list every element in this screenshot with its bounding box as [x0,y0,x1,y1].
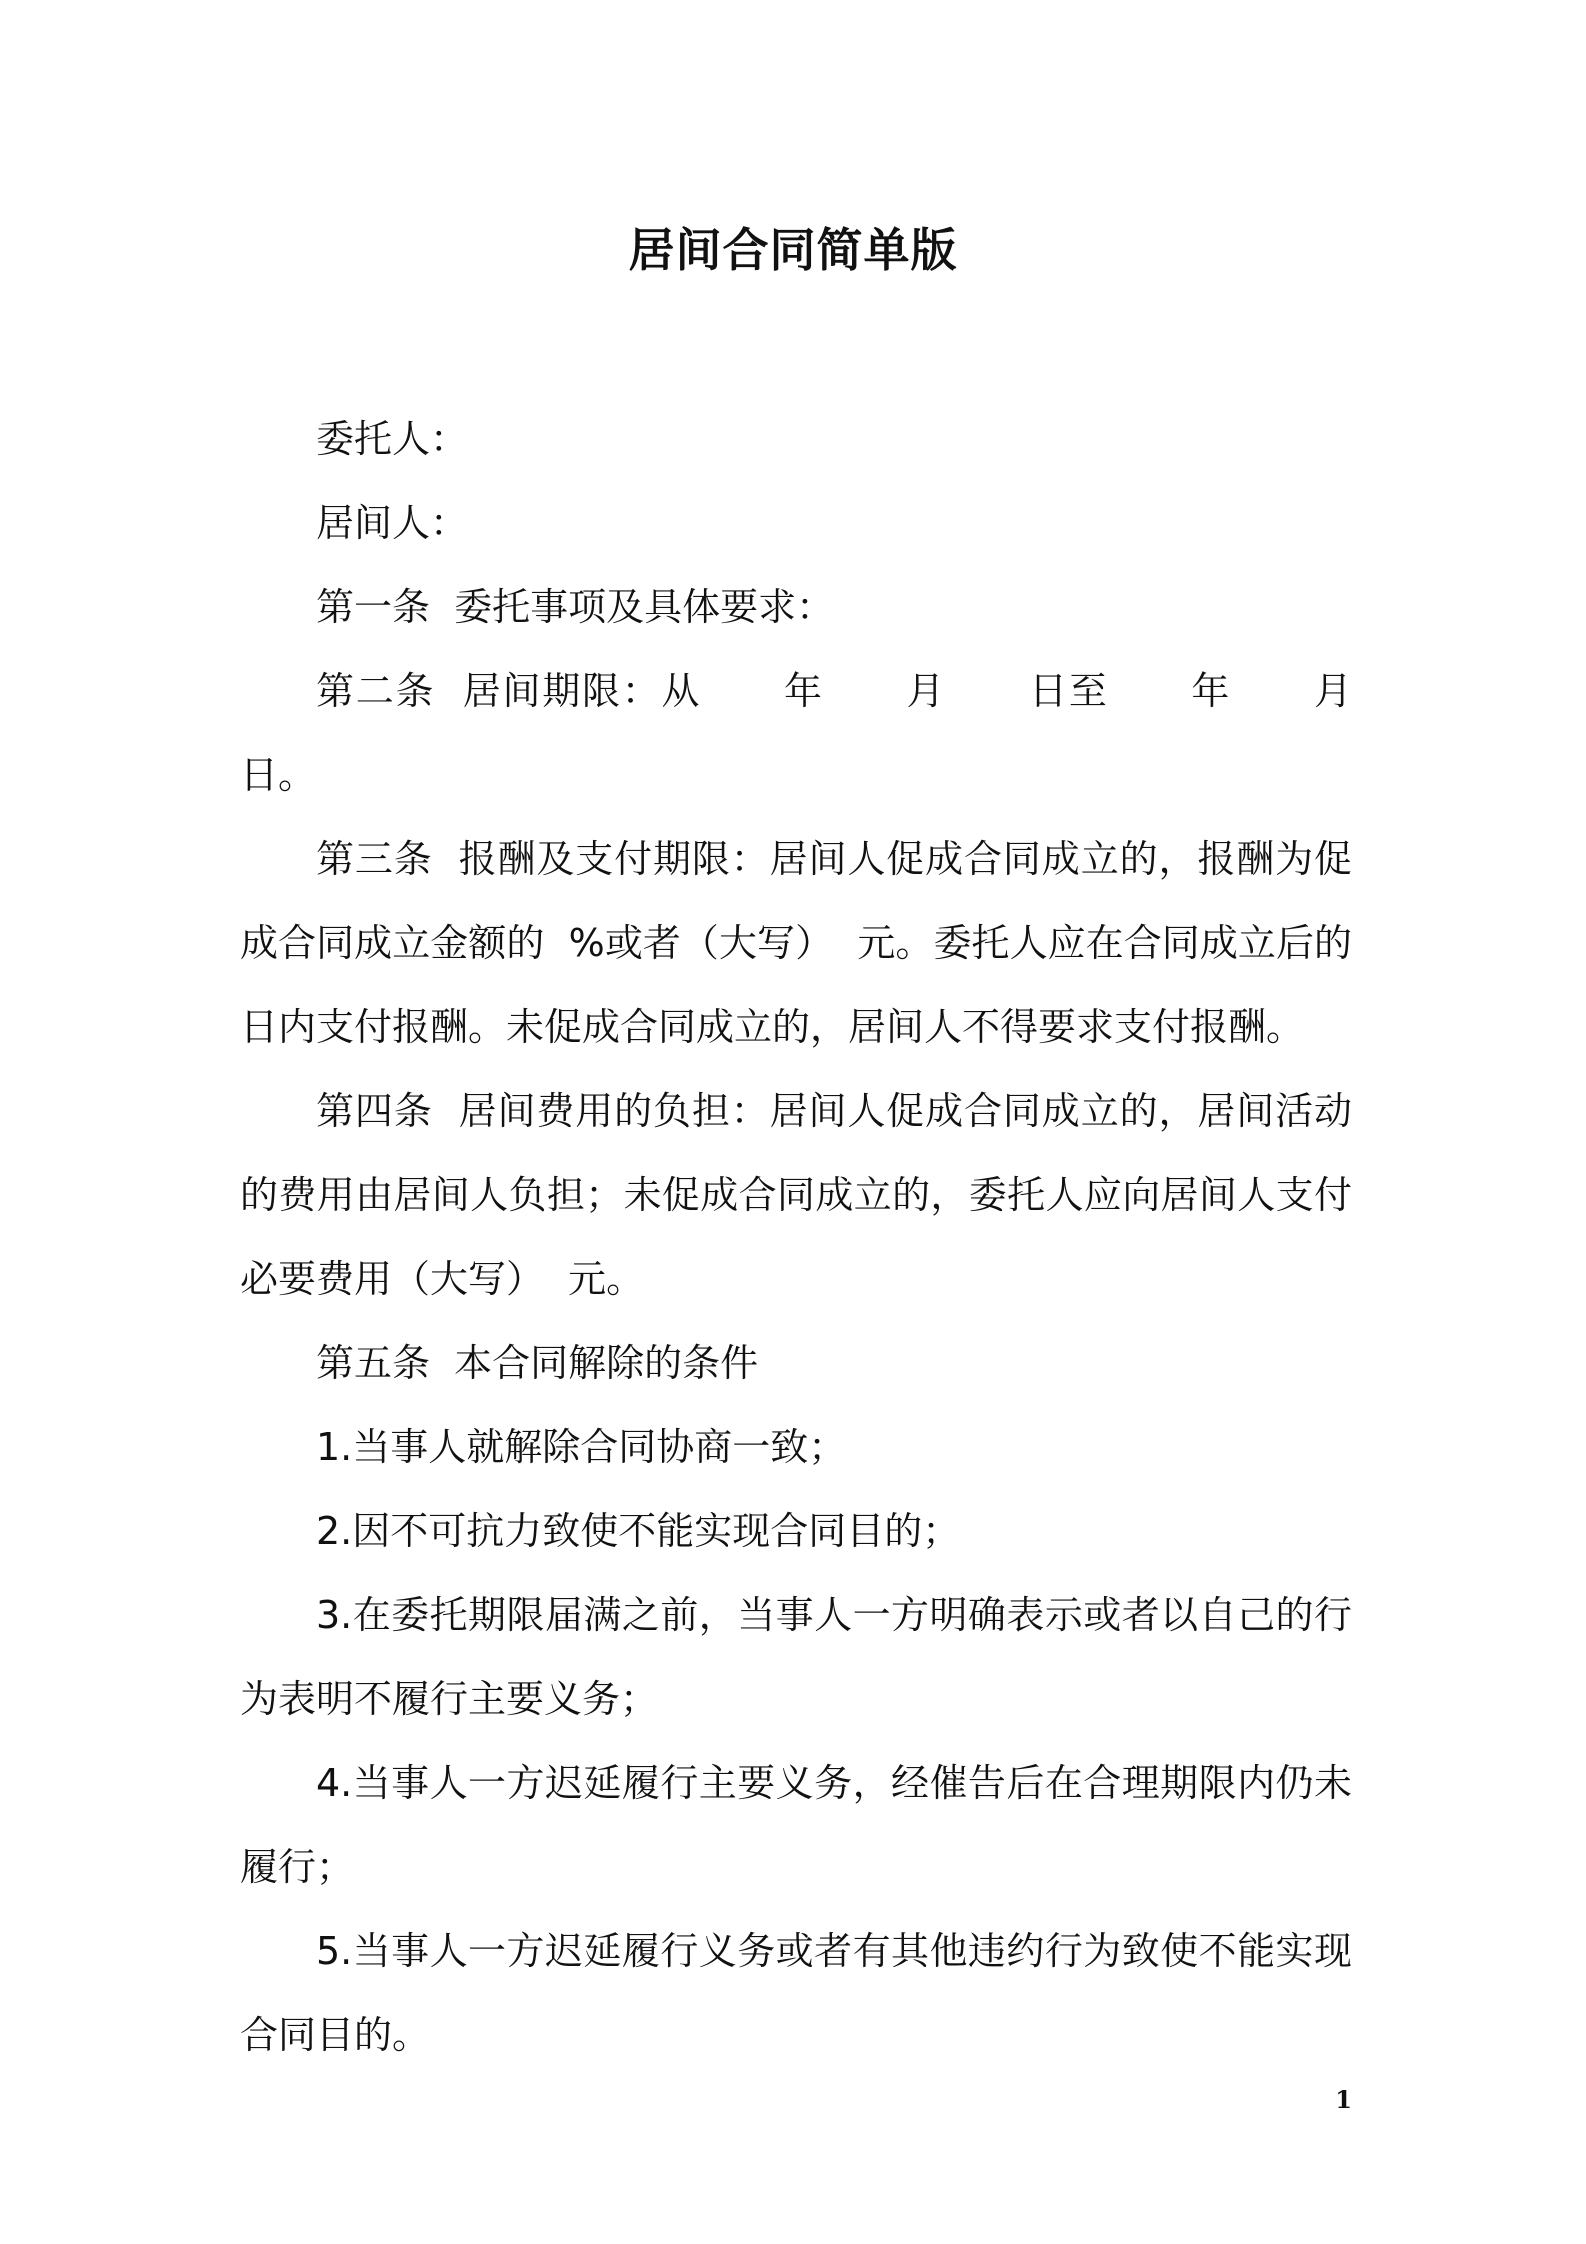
article-3: 第三条 报酬及支付期限：居间人促成合同成立的，报酬为促成合同成立金额的 %或者（大写） 元。委托人应在合同成立后的 日内支付报酬。未促成合同成立的，居间人不得要求支付报酬。 [240,837,1377,1049]
party-broker-line: 居间人： [316,501,469,545]
document-title: 居间合同简单版 [628,223,958,277]
termination-condition-1: 1.当事人就解除合同协商一致； [316,1425,847,1469]
termination-condition-2: 2.因不可抗力致使不能实现合同目的； [316,1509,961,1553]
termination-condition-5: 5.当事人一方迟延履行义务或者有其他违约行为致使不能实现合同目的。 [240,1929,1352,2057]
page-number: 1 [1335,2085,1352,2114]
article-4: 第四条 居间费用的负担：居间人促成合同成立的，居间活动的费用由居间人负担；未促成合同成立的，委托人应向居间人支付必要费用（大写） 元。 [240,1089,1352,1301]
party-client-line: 委托人： [316,417,469,461]
article-1: 第一条 委托事项及具体要求： [316,585,835,629]
article-5: 第五条 本合同解除的条件 [316,1341,759,1385]
termination-condition-3: 3.在委托期限届满之前，当事人一方明确表示或者以自己的行为表明不履行主要义务； [240,1593,1352,1721]
article-2: 第二条 居间期限：从 年 月 日至 年 月 日。 [240,669,1425,797]
termination-condition-4: 4.当事人一方迟延履行主要义务，经催告后在合理期限内仍未履行； [240,1761,1352,1889]
document-body [240,397,1425,2077]
